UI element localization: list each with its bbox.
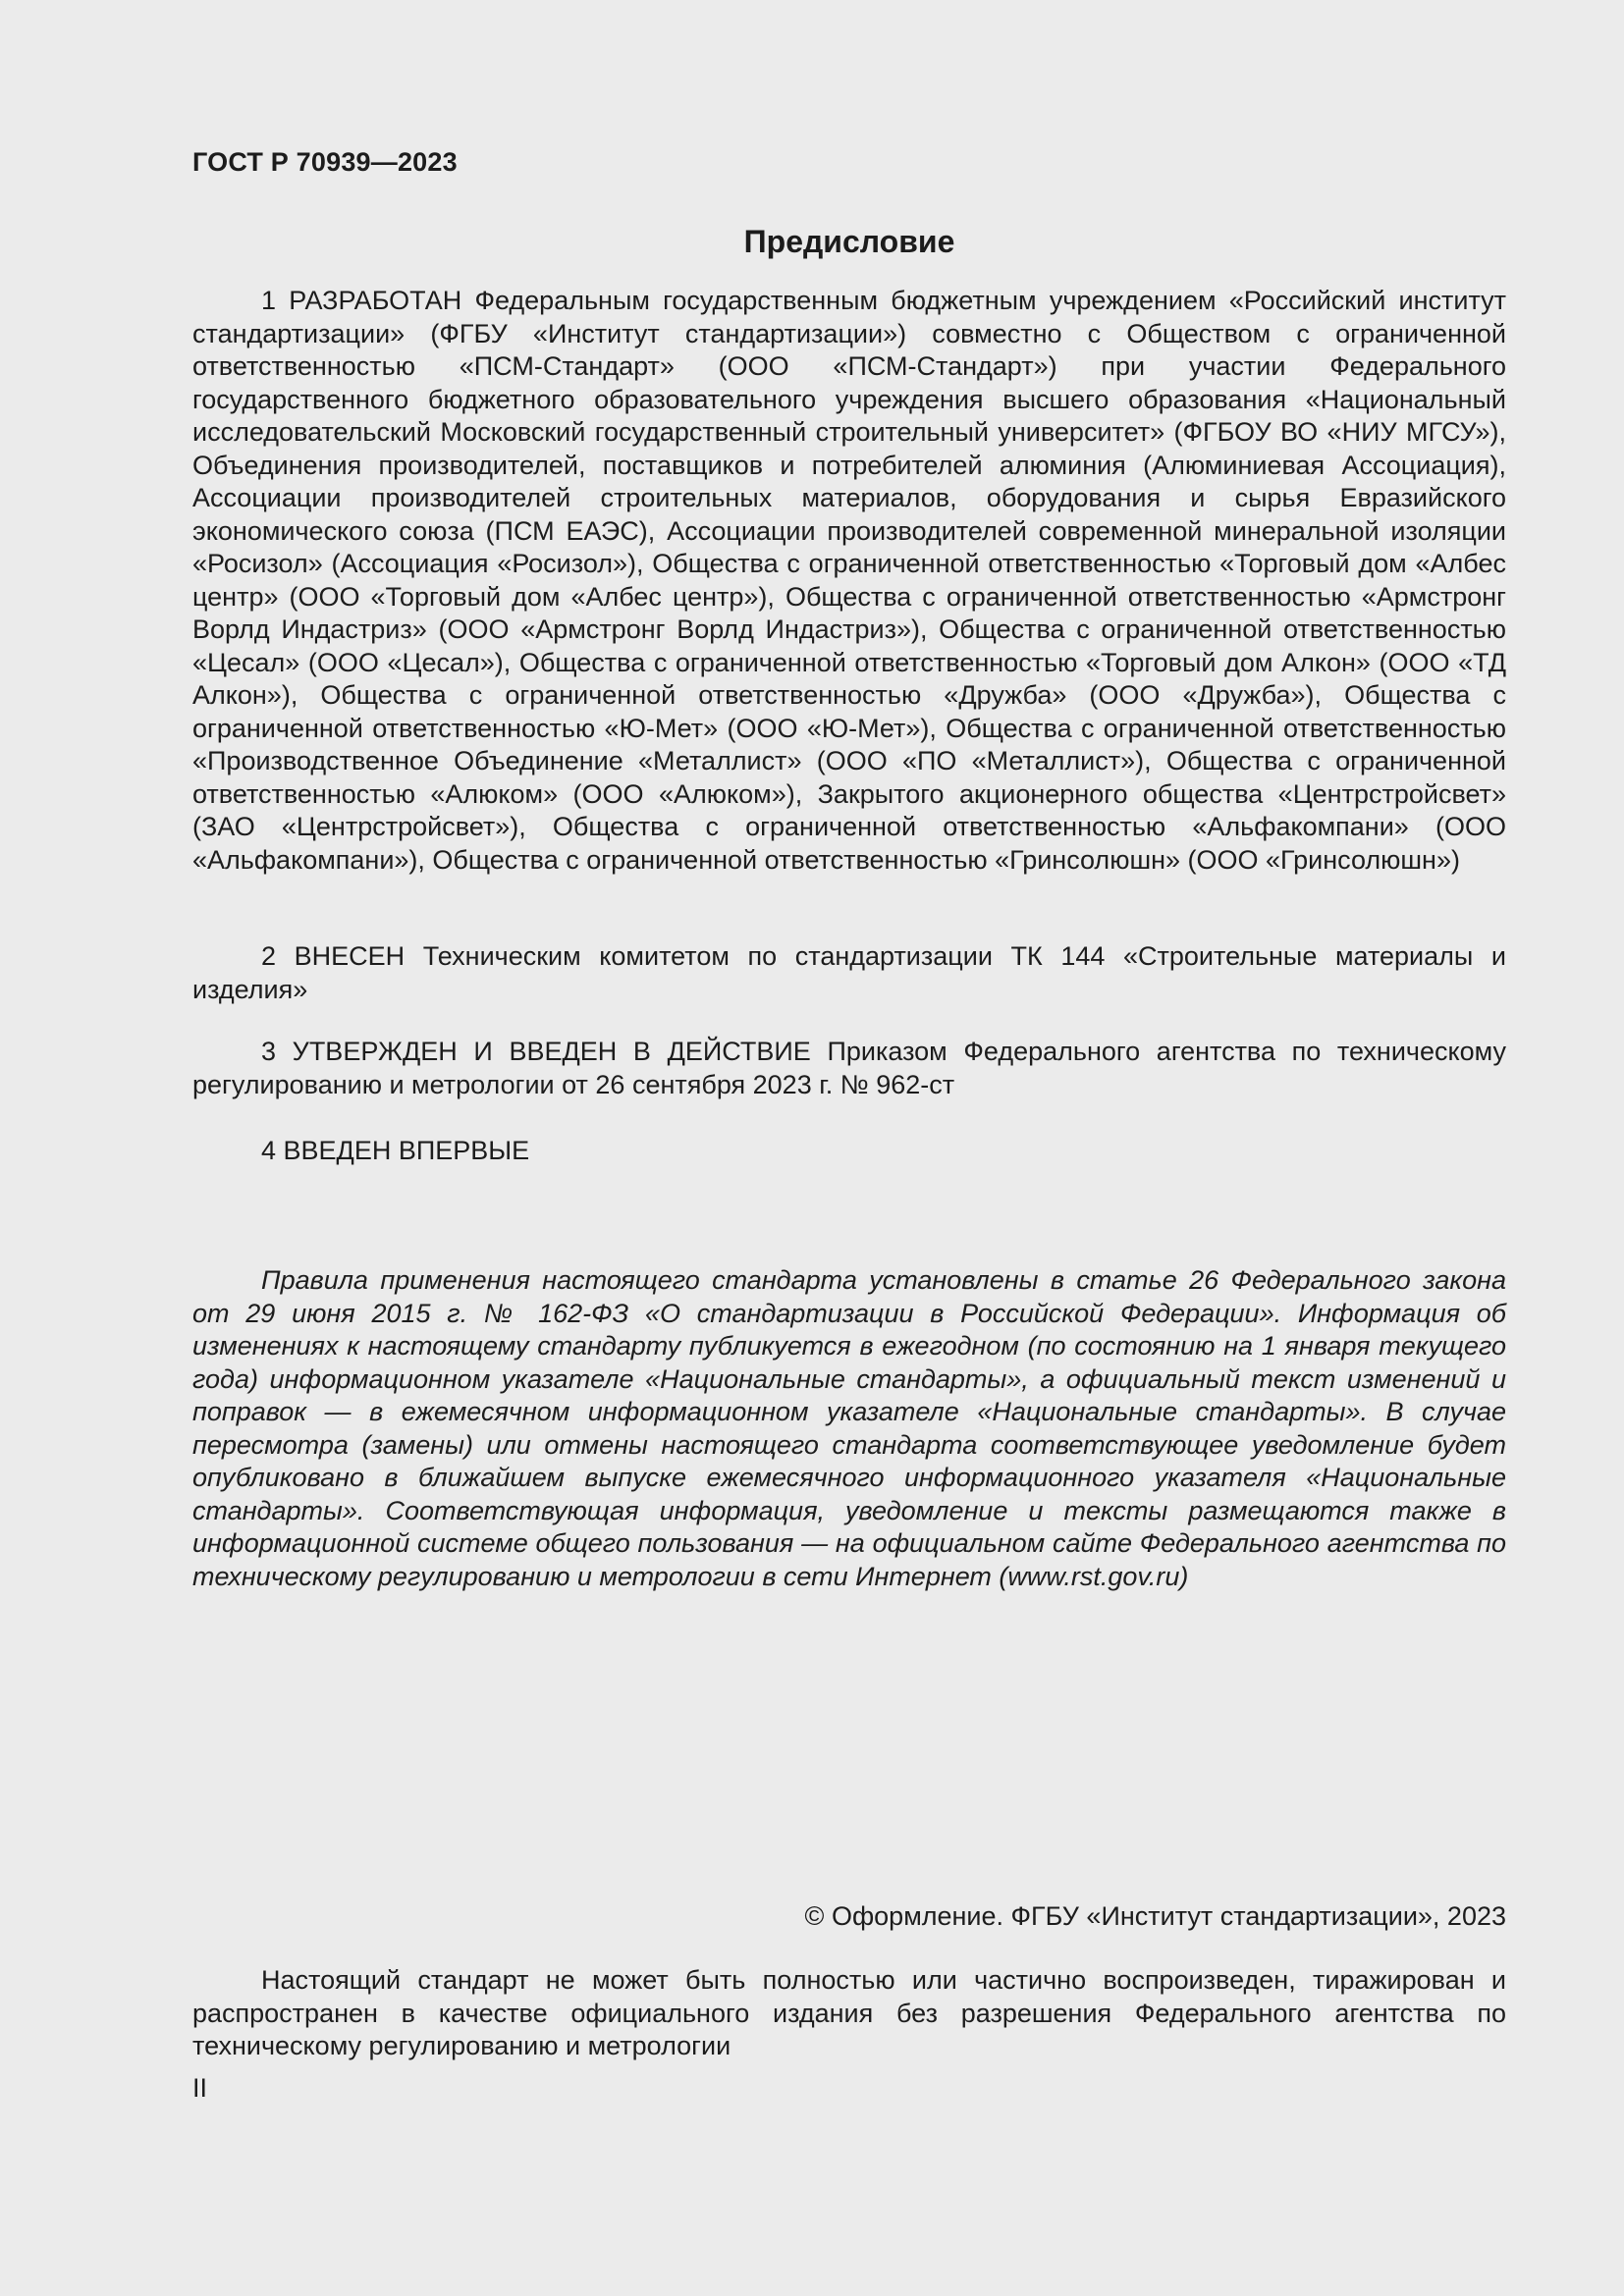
- rules-note: [192, 1264, 1506, 1593]
- page-number: II: [192, 2073, 208, 2103]
- preface-item-4-text: 4 ВВЕДЕН ВПЕРВЫЕ: [261, 1136, 530, 1165]
- preface-item-3: [192, 1036, 1506, 1101]
- document-code: ГОСТ Р 70939—2023: [192, 147, 458, 177]
- preface-item-3-text: 3 УТВЕРЖДЕН И ВВЕДЕН В ДЕЙСТВИЕ Приказом Федерального агентства по техническому регулированию и метрологии от 26 сентября 2023 г. № 962-ст: [192, 1037, 1506, 1099]
- rules-note-text: Правила применения настоящего стандарта установлены в статье 26 Федерального закона от 29 июня 2015 г. № 162-ФЗ «О стандартизации в Российской Федерации». Информация об изменениях к настоящему стандарту публикуется в ежегодном (по состоянию на 1 января текущего года) информационном указателе «Национальные стандарты», а официальный текст изменений и поправок — в ежемесячном информационном указателе «Национальные стандарты». В случае пересмотра (замены) или отмены настоящего стандарта соответствующее уведомление будет опубликовано в ближайшем выпуске ежемесячного информационного указателя «Национальные стандарты». Соответствующая информация, уведомление и тексты размещаются также в информационной системе общего пользования — на официальном сайте Федерального агентства по техническому регулированию и метрологии в сети Интернет (www.rst.gov.ru): [192, 1265, 1506, 1591]
- copyright-notice: © Оформление. ФГБУ «Институт стандартизации», 2023: [804, 1901, 1506, 1931]
- preface-item-1: [192, 285, 1506, 877]
- preface-item-2-text: 2 ВНЕСЕН Техническим комитетом по стандартизации ТК 144 «Строительные материалы и изделия»: [192, 941, 1506, 1004]
- reproduction-notice: [192, 1964, 1506, 2063]
- preface-item-2: [192, 940, 1506, 1006]
- preface-item-1-text: 1 РАЗРАБОТАН Федеральным государственным бюджетным учреждением «Российский институт стандартизации» (ФГБУ «Институт стандартизации») совместно с Обществом с ограниченной ответственностью «ПСМ-Стандарт» (ООО «ПСМ-Стандарт») при участии Федерального государственного бюджетного образовательного учреждения высшего образования «Национальный исследовательский Московский государственный строительный университет» (ФГБОУ ВО «НИУ МГСУ»), Объединения производителей, поставщиков и потребителей алюминия (Алюминиевая Ассоциация), Ассоциации производителей строительных материалов, оборудования и сырья Евразийского экономического союза (ПСМ ЕАЭС), Ассоциации производителей современной минеральной изоляции «Росизол» (Ассоциация «Росизол»), Общества с ограниченной ответственностью «Торговый дом «Албес центр» (ООО «Торговый дом «Албес центр»), Общества с ограниченной ответственностью «Армстронг Ворлд Индастриз» (ООО «Армстронг Ворлд Индастриз»), Общества с ограниченной ответственностью «Цесал» (ООО «Цесал»), Общества с ограниченной ответственностью «Торговый дом Алкон» (ООО «ТД Алкон»), Общества с ограниченной ответственностью «Дружба» (ООО «Дружба»), Общества с ограниченной ответственностью «Ю-Мет» (ООО «Ю-Мет»), Общества с ограниченной ответственностью «Производственное Объединение «Металлист» (ООО «ПО «Металлист»), Общества с ограниченной ответственностью «Алюком» (ООО «Алюком»), Закрытого акционерного общества «Центрстройсвет» (ЗАО «Центрстройсвет»), Общества с ограниченной ответственностью «Альфакомпани» (ООО «Альфакомпани»), Общества с ограниченной ответственностью «Гринсолюшн» (ООО «Гринсолюшн»): [192, 286, 1506, 875]
- section-title: Предисловие: [743, 224, 955, 259]
- reproduction-notice-text: Настоящий стандарт не может быть полностью или частично воспроизведен, тиражирован и распространен в качестве официального издания без разрешения Федерального агентства по техническому регулированию и метрологии: [192, 1965, 1506, 2060]
- preface-item-4: [192, 1135, 1506, 1168]
